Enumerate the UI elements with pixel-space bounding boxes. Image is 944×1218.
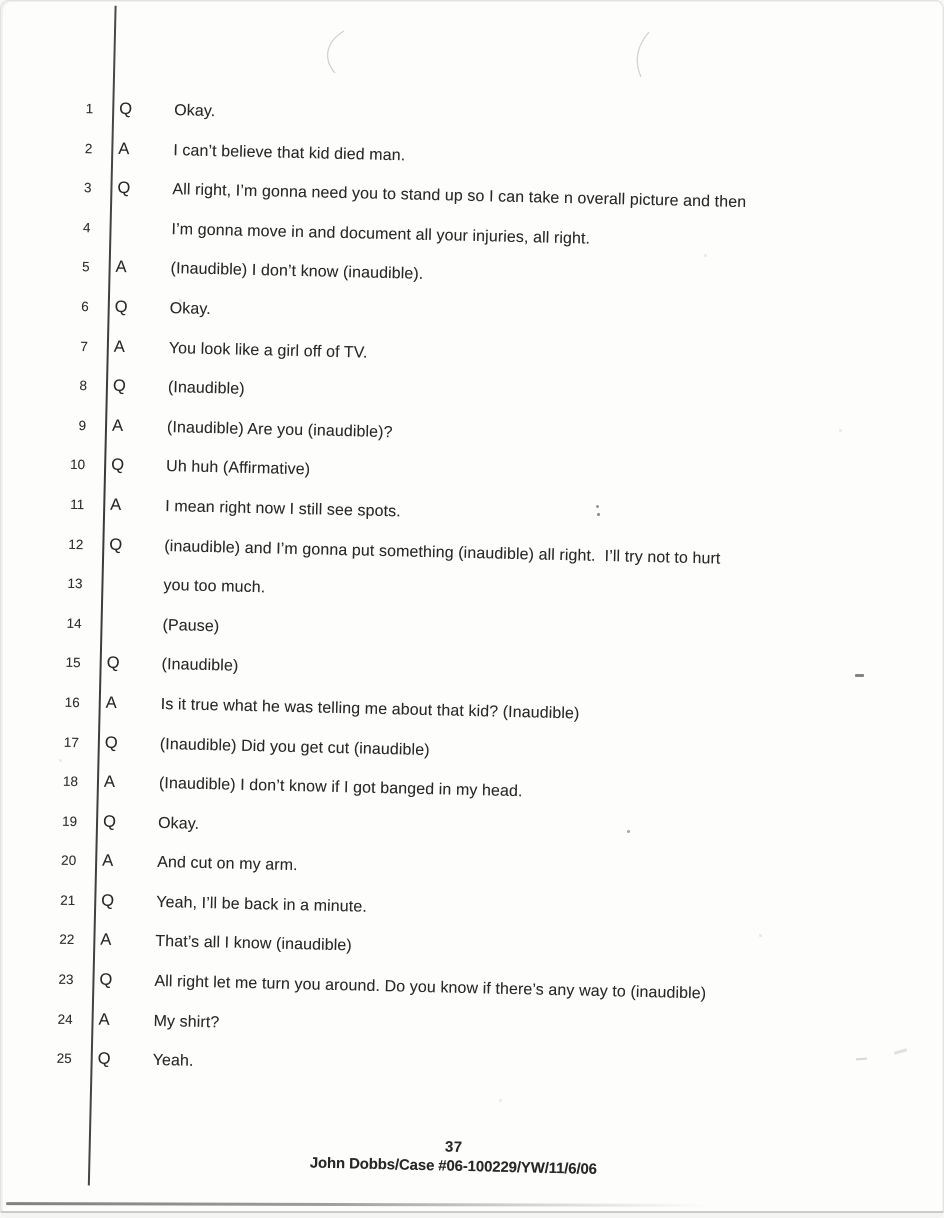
line-text: Okay. <box>169 300 212 318</box>
speaker-label <box>81 628 162 630</box>
line-text: All right, I’m gonna need you to stand up so I can take n overall picture and then <box>172 181 747 212</box>
speaker-label: A <box>118 139 130 158</box>
line-number: 17 <box>63 734 80 750</box>
case-caption: John Dobbs/Case #06-100229/YW/11/6/06 <box>309 1154 598 1178</box>
line-number: 25 <box>56 1050 72 1067</box>
speaker-label: A <box>100 931 112 950</box>
speaker-label: A <box>111 416 124 435</box>
line-number: 13 <box>67 575 83 592</box>
line-text: (Pause) <box>162 616 220 635</box>
speaker-label: Q <box>97 1049 111 1069</box>
page-footer <box>0 1127 926 1187</box>
speaker-label: Q <box>117 179 131 198</box>
line-number: 18 <box>62 773 79 790</box>
line-text: you too much. <box>163 577 266 597</box>
line-number: 19 <box>61 813 78 829</box>
line-text: (Inaudible) Are you (inaudible)? <box>166 418 393 441</box>
line-text: Okay. <box>157 814 200 833</box>
speaker-label <box>90 232 171 234</box>
line-number: 12 <box>68 536 84 552</box>
line-number: 14 <box>66 615 82 631</box>
line-text: Yeah, I’ll be back in a minute. <box>156 893 368 916</box>
line-number: 3 <box>83 180 92 196</box>
speaker-label: Q <box>112 376 127 396</box>
line-number: 1 <box>85 101 94 117</box>
line-text: All right let me turn you around. Do you know if there’s any way to (inaudible) <box>154 972 707 1003</box>
line-text: Okay. <box>174 102 216 121</box>
line-text: I can’t believe that kid died man. <box>173 141 406 164</box>
speaker-label: Q <box>104 733 118 752</box>
speaker-label: Q <box>119 99 133 119</box>
speaker-label: Q <box>101 891 115 910</box>
line-text: You look like a girl off of TV. <box>168 339 368 362</box>
speaker-label: A <box>101 851 114 871</box>
line-number: 8 <box>79 378 88 394</box>
line-number: 20 <box>60 853 77 869</box>
transcript-body <box>0 87 927 1097</box>
line-text: My shirt? <box>153 1012 220 1032</box>
speaker-label: Q <box>102 812 117 831</box>
line-text: I’m gonna move in and document all your injuries, all right. <box>171 220 591 248</box>
line-number: 9 <box>78 417 87 433</box>
line-text: Yeah. <box>152 1052 194 1071</box>
line-number: 24 <box>57 1011 73 1027</box>
line-number: 4 <box>82 219 91 236</box>
line-number: 2 <box>84 140 93 156</box>
speaker-label: A <box>115 258 127 277</box>
line-number: 5 <box>81 259 90 275</box>
line-text: (inaudible) and I’m gonna put something (inaudible) all right. I’ll try not to hurt <box>164 537 721 568</box>
scan-noise <box>0 0 1 1</box>
speaker-label: Q <box>114 297 128 317</box>
line-text: That’s all I know (inaudible) <box>155 933 352 955</box>
line-number: 6 <box>81 299 89 315</box>
page-number: 37 <box>444 1138 463 1156</box>
line-number: 21 <box>60 892 76 908</box>
speaker-label: Q <box>99 970 113 989</box>
speaker-label: A <box>110 495 122 514</box>
line-number: 22 <box>59 932 75 948</box>
line-text: Uh huh (Affirmative) <box>165 458 311 479</box>
line-number: 10 <box>69 457 86 473</box>
line-text: (Inaudible) Did you get cut (inaudible) <box>159 735 430 759</box>
line-number: 16 <box>64 694 80 711</box>
line-number: 11 <box>70 496 85 513</box>
speaker-label: A <box>103 772 116 792</box>
line-number: 7 <box>80 338 89 354</box>
speaker-label: A <box>98 1010 110 1029</box>
speaker-label: Q <box>110 456 125 475</box>
line-text: (Inaudible) I don’t know if I got banged in my head. <box>158 775 523 801</box>
speaker-label: Q <box>109 535 123 554</box>
line-number: 23 <box>58 971 74 988</box>
speaker-label: A <box>105 693 117 712</box>
line-text: I mean right now I still see spots. <box>165 497 401 521</box>
speaker-label <box>82 588 163 590</box>
speaker-label: Q <box>106 654 120 673</box>
line-text: And cut on my arm. <box>156 854 298 875</box>
line-text: (Inaudible) I don’t know (inaudible). <box>170 260 424 284</box>
speaker-label: A <box>113 337 126 356</box>
line-text: (Inaudible) <box>167 379 245 398</box>
line-text: (Inaudible) <box>161 656 239 676</box>
line-number: 15 <box>65 655 81 671</box>
line-text: Is it true what he was telling me about that kid? (Inaudible) <box>160 695 580 723</box>
